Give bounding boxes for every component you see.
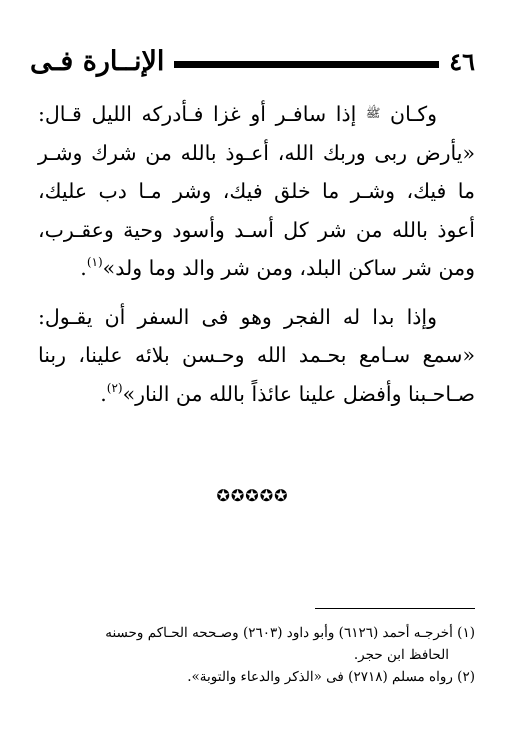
footnote-rule (315, 608, 475, 609)
paragraph-1-text: إذا سافـر أو غزا فـأدركه الليل قـال: «يأرض ربى وربك الله، أعـوذ بالله من شرك وشـر ما فيك، وشـر ما خلق فيك، وشر مـا دب عليك، أعوذ بالله من شر كل أسـد وأسود وحية وعقـرب، ومن شر ساكن البلد، ومن شر والد وما ولد» (38, 102, 475, 280)
book-title: الإنــارة فـى (30, 46, 165, 77)
footnote-1-line-1: (١) أخرجـه أحمد (٦١٢٦) وأبو داود (٢٦٠٣) وصـححه الحـاكم وحسنه (105, 625, 475, 641)
paragraph-1-end: . (80, 256, 87, 280)
footnote-2: (٢) رواه مسلم (٢٧١٨) فى «الذكر والدعاء والتوبة». (187, 669, 475, 685)
section-ornament: ✪✪✪✪✪ (216, 486, 289, 505)
footnote-ref-2: (٢) (106, 380, 123, 395)
footnote-1-line-2: الحافظ ابن حجر. (353, 647, 449, 663)
footnotes (32, 622, 475, 688)
paragraph-1 (38, 94, 475, 288)
footnote-ref-1: (١) (86, 255, 103, 269)
paragraph-1-intro: وكـان (380, 102, 437, 126)
paragraph-2 (38, 298, 475, 414)
main-text (38, 94, 475, 413)
header-rule (174, 61, 439, 68)
page-number: ٤٦ (449, 47, 475, 76)
paragraph-2-end: . (100, 381, 107, 406)
honorific-symbol: ﷺ (365, 106, 381, 120)
paragraph-2-text: وإذا بدا له الفجر وهو فى السفر أن يقـول: «سمع سـامع بحـمد الله وحـسن بلائه علينا، ربنا صـاحـبنا وأفضل علينا عائذاً بالله من النار» (38, 304, 475, 406)
page-header (30, 44, 475, 80)
